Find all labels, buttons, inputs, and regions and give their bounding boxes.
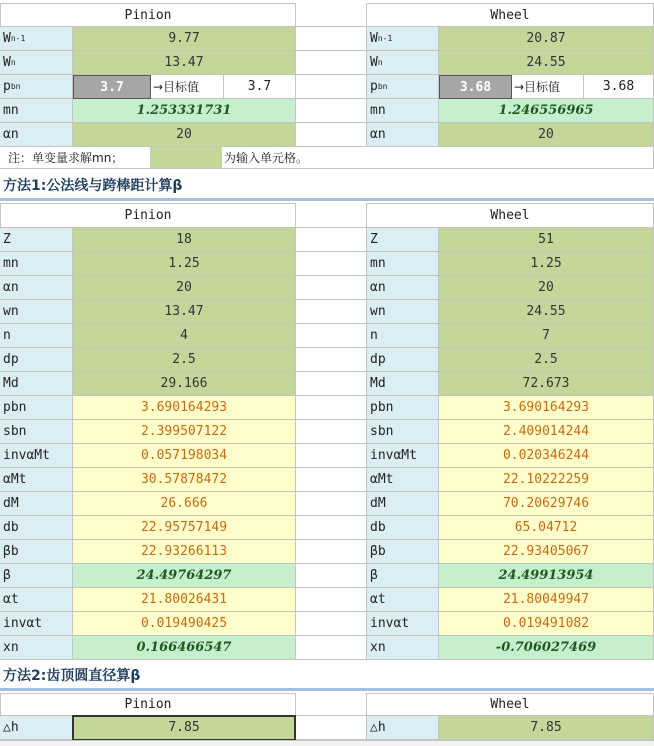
- method1-row: [0, 276, 654, 300]
- method1-label-right[interactable]: db: [367, 516, 439, 540]
- gap-cell[interactable]: [296, 564, 367, 588]
- method1-label-right[interactable]: αn: [367, 276, 439, 300]
- method1-value-wheel[interactable]: 2.5: [439, 348, 654, 372]
- method1-title-row: [0, 171, 654, 201]
- method1-row: [0, 612, 654, 636]
- method1-label-left[interactable]: Md: [0, 372, 73, 396]
- method1-value-pinion[interactable]: 2.5: [73, 348, 296, 372]
- method2-pinion-header[interactable]: Pinion: [0, 693, 296, 716]
- gap-cell[interactable]: [296, 588, 367, 612]
- method1-value-wheel[interactable]: -0.706027469: [439, 636, 654, 660]
- partial-next-row: [0, 740, 654, 746]
- gap-cell[interactable]: [296, 716, 367, 740]
- target-arrow-label-pinion: →目标值: [151, 75, 224, 99]
- note-prefix: 注：单变量求解mn；: [0, 147, 150, 169]
- method1-label-left[interactable]: invαMt: [0, 444, 73, 468]
- method1-header-row: [0, 203, 654, 228]
- method1-value-wheel[interactable]: 3.690164293: [439, 396, 654, 420]
- gap-cell[interactable]: [296, 300, 367, 324]
- method1-value-pinion[interactable]: 2.399507122: [73, 420, 296, 444]
- gap-cell[interactable]: [296, 612, 367, 636]
- method1-label-left[interactable]: αt: [0, 588, 73, 612]
- label-an-left[interactable]: αn: [0, 123, 73, 147]
- label-dh-right[interactable]: △h: [367, 716, 439, 740]
- method1-title: 方法1:公法线与跨棒距计算β: [0, 171, 654, 201]
- method1-row: [0, 396, 654, 420]
- gap-cell[interactable]: [296, 636, 367, 660]
- method1-value-wheel[interactable]: 24.49913954: [439, 564, 654, 588]
- method1-value-pinion[interactable]: 13.47: [73, 300, 296, 324]
- method1-pinion-header[interactable]: Pinion: [0, 203, 296, 228]
- method1-label-left[interactable]: pbn: [0, 396, 73, 420]
- method2-row-dh: [0, 716, 654, 740]
- method1-value-pinion[interactable]: 29.166: [73, 372, 296, 396]
- target-arrow-label-wheel: →目标值: [512, 75, 584, 99]
- gap-cell[interactable]: [296, 492, 367, 516]
- label-pbn-left[interactable]: p bn: [0, 75, 73, 99]
- method1-value-wheel[interactable]: 24.55: [439, 300, 654, 324]
- value-mn-pinion[interactable]: 1.253331731: [73, 99, 296, 123]
- method1-value-wheel[interactable]: 20: [439, 276, 654, 300]
- method1-label-left[interactable]: invαt: [0, 612, 73, 636]
- method1-label-left[interactable]: mn: [0, 252, 73, 276]
- value-dh-wheel[interactable]: 7.85: [439, 716, 654, 740]
- value-an-wheel[interactable]: 20: [439, 123, 654, 147]
- method1-label-right[interactable]: invαMt: [367, 444, 439, 468]
- pinion-header[interactable]: Pinion: [0, 3, 296, 27]
- method1-row: [0, 252, 654, 276]
- value-mn-wheel[interactable]: 1.246556965: [439, 99, 654, 123]
- method1-label-right[interactable]: xn: [367, 636, 439, 660]
- gap-cell[interactable]: [296, 324, 367, 348]
- label-pbn-right[interactable]: p bn: [367, 75, 439, 99]
- label-wn1-left[interactable]: W n-1: [0, 27, 73, 51]
- method1-label-left[interactable]: Z: [0, 228, 73, 252]
- method1-row: [0, 372, 654, 396]
- label-an-right[interactable]: αn: [367, 123, 439, 147]
- note-input-swatch: [150, 147, 222, 169]
- method1-value-wheel[interactable]: 22.93405067: [439, 540, 654, 564]
- value-an-pinion[interactable]: 20: [73, 123, 296, 147]
- value-wn-wheel[interactable]: 24.55: [439, 51, 654, 75]
- method1-row: [0, 420, 654, 444]
- method1-value-pinion[interactable]: 20: [73, 276, 296, 300]
- note-row: [0, 147, 654, 169]
- method1-value-pinion[interactable]: 0.166466547: [73, 636, 296, 660]
- method1-wheel-header[interactable]: Wheel: [367, 203, 654, 228]
- gap-cell[interactable]: [296, 348, 367, 372]
- method1-row: [0, 492, 654, 516]
- pbn-input-wheel[interactable]: 3.68: [439, 75, 512, 99]
- method1-label-left[interactable]: xn: [0, 636, 73, 660]
- gap-cell[interactable]: [296, 516, 367, 540]
- gap-cell[interactable]: [296, 396, 367, 420]
- method1-label-left[interactable]: db: [0, 516, 73, 540]
- method1-row: [0, 228, 654, 252]
- method1-label-left[interactable]: αMt: [0, 468, 73, 492]
- method1-label-right[interactable]: β: [367, 564, 439, 588]
- pbn-input-pinion[interactable]: 3.7: [73, 75, 151, 99]
- method2-header-row: [0, 693, 654, 716]
- method1-value-wheel[interactable]: 1.25: [439, 252, 654, 276]
- table1-row-wn: [0, 51, 654, 75]
- method2-title-row: [0, 661, 654, 691]
- method1-label-left[interactable]: sbn: [0, 420, 73, 444]
- gap-cell[interactable]: [296, 203, 367, 228]
- method1-value-wheel[interactable]: 51: [439, 228, 654, 252]
- method1-label-left[interactable]: β: [0, 564, 73, 588]
- method1-label-right[interactable]: sbn: [367, 420, 439, 444]
- method1-value-wheel[interactable]: 2.409014244: [439, 420, 654, 444]
- label-dh-left[interactable]: △h: [0, 716, 73, 740]
- gap-cell[interactable]: [296, 372, 367, 396]
- method1-label-right[interactable]: αt: [367, 588, 439, 612]
- method1-row: [0, 444, 654, 468]
- method1-value-pinion[interactable]: 22.93266113: [73, 540, 296, 564]
- method1-value-pinion[interactable]: 3.690164293: [73, 396, 296, 420]
- method1-row: [0, 324, 654, 348]
- method1-label-left[interactable]: dM: [0, 492, 73, 516]
- gap-cell[interactable]: [296, 228, 367, 252]
- method1-label-right[interactable]: n: [367, 324, 439, 348]
- method1-value-wheel[interactable]: 72.673: [439, 372, 654, 396]
- gap-cell[interactable]: [296, 99, 367, 123]
- method1-value-wheel[interactable]: 70.20629746: [439, 492, 654, 516]
- method1-label-left[interactable]: n: [0, 324, 73, 348]
- method1-label-right[interactable]: invαt: [367, 612, 439, 636]
- method1-row: [0, 564, 654, 588]
- gap-cell[interactable]: [296, 252, 367, 276]
- gap-cell[interactable]: [296, 693, 367, 716]
- method1-value-pinion[interactable]: 26.666: [73, 492, 296, 516]
- method1-value-pinion[interactable]: 4: [73, 324, 296, 348]
- label-wn-left[interactable]: W n: [0, 51, 73, 75]
- method1-value-wheel[interactable]: 21.80049947: [439, 588, 654, 612]
- method1-value-pinion[interactable]: 30.57878472: [73, 468, 296, 492]
- gap-cell[interactable]: [296, 27, 367, 51]
- table1-row-pbn: [0, 75, 654, 99]
- value-wn-pinion[interactable]: 13.47: [73, 51, 296, 75]
- method1-value-pinion[interactable]: 21.80026431: [73, 588, 296, 612]
- method1-value-pinion[interactable]: 0.019490425: [73, 612, 296, 636]
- method1-label-right[interactable]: pbn: [367, 396, 439, 420]
- method1-label-right[interactable]: wn: [367, 300, 439, 324]
- gap-cell[interactable]: [296, 3, 367, 27]
- method1-label-right[interactable]: αMt: [367, 468, 439, 492]
- method1-label-right[interactable]: Md: [367, 372, 439, 396]
- method1-label-right[interactable]: dp: [367, 348, 439, 372]
- method1-row: [0, 516, 654, 540]
- method1-row: [0, 300, 654, 324]
- method1-label-right[interactable]: βb: [367, 540, 439, 564]
- method1-label-right[interactable]: mn: [367, 252, 439, 276]
- method2-wheel-header[interactable]: Wheel: [367, 693, 654, 716]
- method1-label-left[interactable]: wn: [0, 300, 73, 324]
- gap-cell[interactable]: [296, 75, 367, 99]
- pbn-target-pinion[interactable]: 3.7: [224, 75, 296, 99]
- method1-label-right[interactable]: dM: [367, 492, 439, 516]
- method1-value-pinion[interactable]: 22.95757149: [73, 516, 296, 540]
- gap-cell[interactable]: [296, 540, 367, 564]
- gap-cell[interactable]: [296, 420, 367, 444]
- table1-row-mn: [0, 99, 654, 123]
- method1-row: [0, 468, 654, 492]
- method1-label-right[interactable]: Z: [367, 228, 439, 252]
- table1-row-wn1: [0, 27, 654, 51]
- value-dh-pinion[interactable]: 7.85: [73, 716, 296, 740]
- label-wn1-right[interactable]: W n-1: [367, 27, 439, 51]
- method1-label-left[interactable]: αn: [0, 276, 73, 300]
- gap-cell[interactable]: [296, 444, 367, 468]
- table1-header-row: [0, 3, 654, 27]
- gap-cell[interactable]: [296, 123, 367, 147]
- method1-label-left[interactable]: βb: [0, 540, 73, 564]
- method1-value-wheel[interactable]: 65.04712: [439, 516, 654, 540]
- wheel-header[interactable]: Wheel: [367, 3, 654, 27]
- pbn-target-wheel[interactable]: 3.68: [584, 75, 654, 99]
- method1-value-pinion[interactable]: 24.49764297: [73, 564, 296, 588]
- gap-cell[interactable]: [296, 51, 367, 75]
- table1-row-an: [0, 123, 654, 147]
- method2-title: 方法2:齿顶圆直径算β: [0, 661, 654, 691]
- method1-value-pinion[interactable]: 1.25: [73, 252, 296, 276]
- method1-value-wheel[interactable]: 0.020346244: [439, 444, 654, 468]
- label-mn-right[interactable]: mn: [367, 99, 439, 123]
- method1-value-pinion[interactable]: 18: [73, 228, 296, 252]
- method1-row: [0, 588, 654, 612]
- method1-value-wheel[interactable]: 0.019491082: [439, 612, 654, 636]
- gap-cell[interactable]: [296, 468, 367, 492]
- value-wn1-pinion[interactable]: 9.77: [73, 27, 296, 51]
- method1-value-pinion[interactable]: 0.057198034: [73, 444, 296, 468]
- note-suffix: 为输入单元格。: [222, 147, 654, 169]
- value-wn1-wheel[interactable]: 20.87: [439, 27, 654, 51]
- method1-value-wheel[interactable]: 7: [439, 324, 654, 348]
- method1-label-left[interactable]: dp: [0, 348, 73, 372]
- label-mn-left[interactable]: mn: [0, 99, 73, 123]
- gap-cell[interactable]: [296, 276, 367, 300]
- method1-row: [0, 636, 654, 660]
- label-wn-right[interactable]: W n: [367, 51, 439, 75]
- method1-row: [0, 540, 654, 564]
- method1-value-wheel[interactable]: 22.10222259: [439, 468, 654, 492]
- method1-row: [0, 348, 654, 372]
